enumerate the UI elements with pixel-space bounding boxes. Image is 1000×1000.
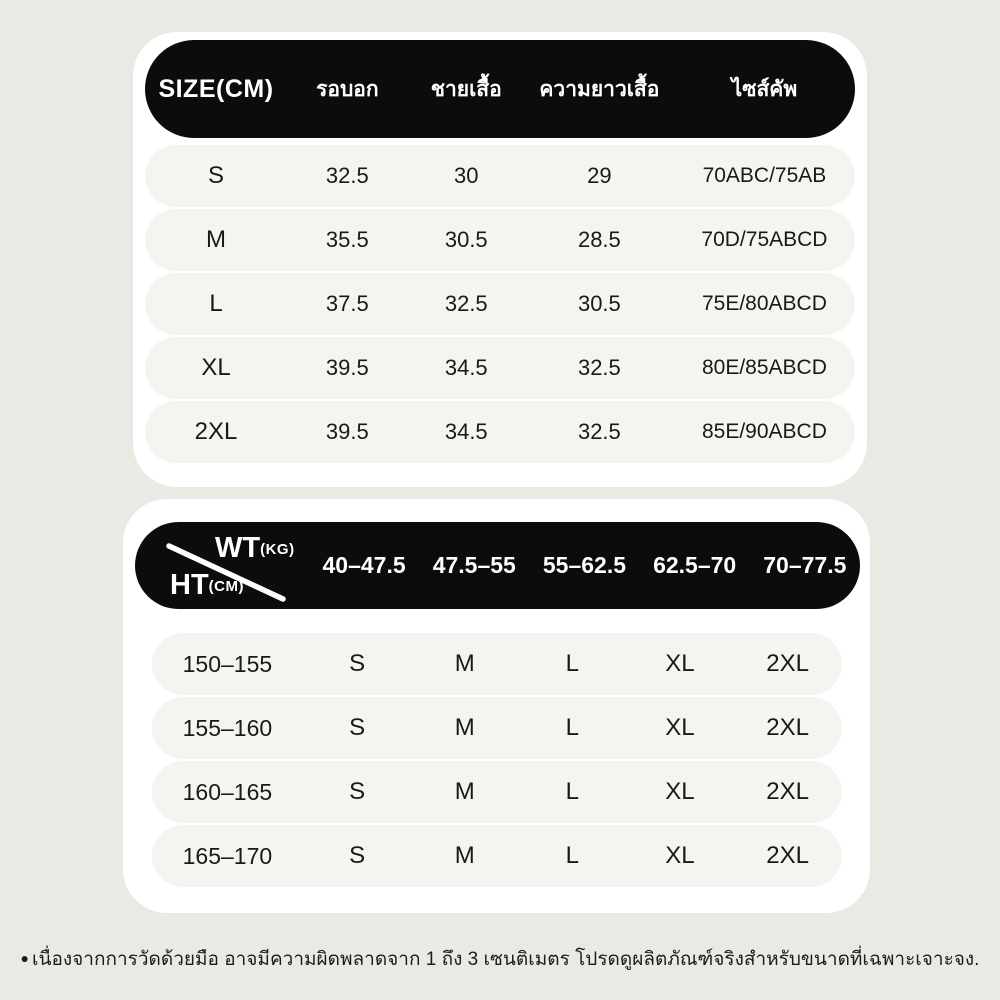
weight-range-header: 47.5–55 xyxy=(432,552,516,578)
length-value: 30.5 xyxy=(577,291,621,316)
size-table-header-chest: รอบอก xyxy=(316,77,379,101)
size-cell: XL xyxy=(665,778,695,805)
table-row-size-xl xyxy=(145,337,855,399)
size-table-header-cup: ไซส์คัพ xyxy=(731,77,798,101)
size-cell: XL xyxy=(665,842,695,869)
fit-table-header xyxy=(135,522,860,609)
table-row-height-160-165 xyxy=(152,761,842,823)
height-range-label: 165–170 xyxy=(182,842,273,869)
size-table-header-size-cm: SIZE(CM) xyxy=(158,74,274,103)
weight-range-header: 62.5–70 xyxy=(653,552,737,578)
size-chart-card xyxy=(133,32,867,487)
size-table-header-hem: ชายเสื้อ xyxy=(430,77,502,101)
size-label: 2XL xyxy=(194,418,238,445)
height-range-label: 160–165 xyxy=(182,778,273,805)
height-range-label: 155–160 xyxy=(182,714,273,741)
length-value: 29 xyxy=(587,163,612,188)
size-table-header xyxy=(145,40,855,138)
size-label: M xyxy=(206,226,226,253)
size-cell: M xyxy=(454,714,475,741)
cup-value: 75E/80ABCD xyxy=(701,292,827,315)
fit-chart-card xyxy=(123,499,870,913)
size-cell: L xyxy=(565,778,580,805)
chest-value: 37.5 xyxy=(325,291,369,316)
wt-text: WT xyxy=(215,532,261,564)
size-cell: L xyxy=(565,714,580,741)
hem-value: 30 xyxy=(454,163,479,188)
wt-unit-text: (KG) xyxy=(260,541,295,558)
size-cell: S xyxy=(349,842,366,869)
size-cell: M xyxy=(454,650,475,677)
table-row-size-2xl xyxy=(145,401,855,463)
weight-range-header: 55–62.5 xyxy=(542,552,627,578)
size-cell: XL xyxy=(665,714,695,741)
size-cell: M xyxy=(454,842,475,869)
cup-value: 70ABC/75AB xyxy=(702,164,827,187)
size-label: XL xyxy=(201,354,231,381)
length-value: 32.5 xyxy=(577,355,621,380)
ht-unit-text: (CM) xyxy=(208,578,244,595)
size-cell: S xyxy=(349,778,366,805)
disclaimer-text: เนื่องจากการวัดด้วยมือ อาจมีความผิดพลาดจาก 1 ถึง 3 เซนติเมตร โปรดดูผลิตภัณฑ์จริงสำหรับขนาดที่เฉพาะเจาะจง. xyxy=(32,949,980,970)
wt-ht-corner-cell xyxy=(135,522,309,609)
size-cell: M xyxy=(454,778,475,805)
size-table-header-length: ความยาวเสื้อ xyxy=(539,77,660,101)
size-cell: 2XL xyxy=(766,778,809,805)
ht-text: HT xyxy=(170,569,209,601)
weight-axis-label xyxy=(215,534,295,563)
chest-value: 39.5 xyxy=(325,419,369,444)
height-axis-label xyxy=(170,571,244,600)
cup-value: 70D/75ABCD xyxy=(701,228,828,251)
hem-value: 34.5 xyxy=(444,355,488,380)
table-row-height-150-155 xyxy=(152,633,842,695)
size-cell: 2XL xyxy=(766,650,809,677)
size-cell: 2XL xyxy=(766,842,809,869)
size-cell: S xyxy=(349,714,366,741)
height-range-label: 150–155 xyxy=(182,650,273,677)
fit-table-body xyxy=(152,633,842,887)
length-value: 32.5 xyxy=(577,419,621,444)
table-row-height-165-170 xyxy=(152,825,842,887)
size-cell: S xyxy=(349,650,366,677)
size-cell: L xyxy=(565,650,580,677)
weight-range-header: 70–77.5 xyxy=(763,552,847,578)
hem-value: 30.5 xyxy=(444,227,488,252)
table-row-size-s xyxy=(145,145,855,207)
size-label: L xyxy=(209,290,223,317)
hem-value: 32.5 xyxy=(444,291,488,316)
size-cell: 2XL xyxy=(766,714,809,741)
hem-value: 34.5 xyxy=(444,419,488,444)
table-row-size-l xyxy=(145,273,855,335)
weight-range-header: 40–47.5 xyxy=(322,552,406,578)
table-row-size-m xyxy=(145,209,855,271)
cup-value: 85E/90ABCD xyxy=(701,420,827,443)
size-table-body xyxy=(145,145,855,463)
chest-value: 32.5 xyxy=(325,163,369,188)
chest-value: 39.5 xyxy=(325,355,369,380)
bullet-icon: ● xyxy=(20,950,29,966)
measurement-disclaimer-note xyxy=(0,944,1000,974)
chest-value: 35.5 xyxy=(325,227,369,252)
cup-value: 80E/85ABCD xyxy=(701,356,827,379)
table-row-height-155-160 xyxy=(152,697,842,759)
size-cell: XL xyxy=(665,650,695,677)
length-value: 28.5 xyxy=(577,227,621,252)
size-label: S xyxy=(207,162,224,189)
size-cell: L xyxy=(565,842,580,869)
